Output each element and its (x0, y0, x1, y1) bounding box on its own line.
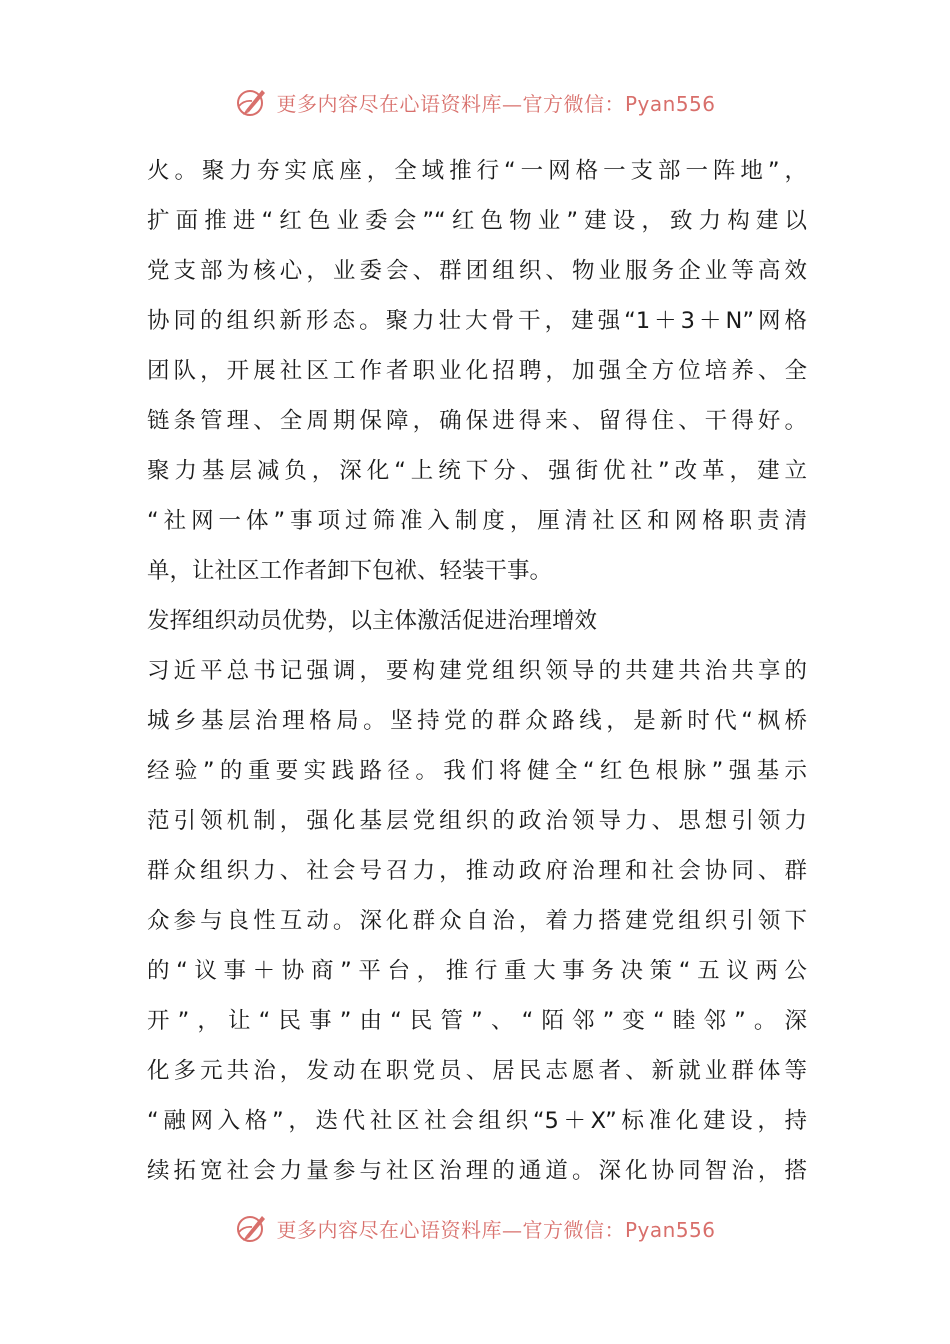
text-line: 群众组织力、社会号召力，推动政府治理和社会协同、群 (147, 858, 807, 884)
text-line: 协同的组织新形态。聚力壮大骨干，建强“1＋3＋N”网格 (147, 308, 807, 334)
watermark-wechat-label: 官方微信： (522, 1217, 625, 1242)
watermark-dash: — (501, 91, 523, 116)
paragraph-1 (147, 146, 807, 596)
text-line: 火。聚力夯实底座，全域推行“一网格一支部一阵地”， (147, 158, 807, 184)
watermark-main-text: 更多内容尽在心语资料库 (276, 91, 502, 116)
watermark-wechat-id: Pyan556 (624, 91, 716, 116)
text-line: 化多元共治，发动在职党员、居民志愿者、新就业群体等 (147, 1058, 807, 1084)
text-line: 习近平总书记强调，要构建党组织领导的共建共治共享的 (147, 658, 807, 684)
watermark-text (276, 88, 715, 117)
watermark-text (276, 1214, 715, 1243)
text-line: 开”，让“民事”由“民管”、“陌邻”变“睦邻”。深 (147, 1008, 807, 1034)
paragraph-2 (147, 646, 807, 1196)
quill-pen-icon (234, 84, 270, 120)
text-line: 众参与良性互动。深化群众自治，着力搭建党组织引领下 (147, 908, 807, 934)
header-watermark-banner (0, 82, 950, 122)
text-line: “融网入格”，迭代社区社会组织“5＋X”标准化建设，持 (147, 1108, 807, 1134)
text-line: 的“议事＋协商”平台，推行重大事务决策“五议两公 (147, 958, 807, 984)
document-body (147, 146, 807, 1196)
text-line: “社网一体”事项过筛准入制度，厘清社区和网格职责清 (147, 508, 807, 534)
text-line: 范引领机制，强化基层党组织的政治领导力、思想引领力 (147, 808, 807, 834)
text-line: 城乡基层治理格局。坚持党的群众路线，是新时代“枫桥 (147, 708, 807, 734)
text-line: 团队，开展社区工作者职业化招聘，加强全方位培养、全 (147, 358, 807, 384)
text-line: 续拓宽社会力量参与社区治理的通道。深化协同智治，搭 (147, 1158, 807, 1184)
watermark-main-text: 更多内容尽在心语资料库 (276, 1217, 502, 1242)
section-heading: 发挥组织动员优势，以主体激活促进治理增效 (147, 608, 598, 634)
watermark-dash: — (501, 1217, 523, 1242)
text-line: 党支部为核心，业委会、群团组织、物业服务企业等高效 (147, 258, 807, 284)
watermark-wechat-id: Pyan556 (624, 1217, 716, 1242)
text-line: 扩面推进“红色业委会”“红色物业”建设，致力构建以 (147, 208, 807, 234)
watermark-wechat-label: 官方微信： (522, 91, 625, 116)
quill-pen-icon (234, 1210, 270, 1246)
text-line: 链条管理、全周期保障，确保进得来、留得住、干得好。 (147, 408, 807, 434)
text-line: 单，让社区工作者卸下包袱、轻装干事。 (147, 558, 553, 584)
footer-watermark-banner (0, 1208, 950, 1248)
text-line: 经验”的重要实践路径。我们将健全“红色根脉”强基示 (147, 758, 807, 784)
text-line: 聚力基层减负，深化“上统下分、强街优社”改革，建立 (147, 458, 807, 484)
